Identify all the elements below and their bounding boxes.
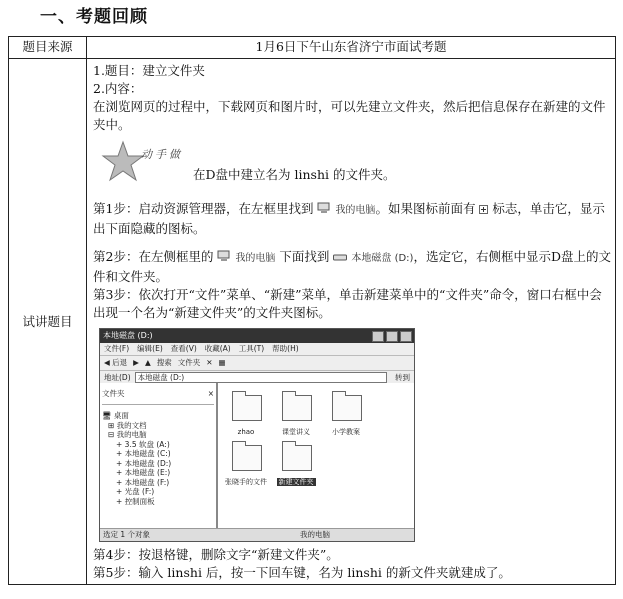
delete-icon[interactable]: ✕ — [206, 358, 213, 367]
step3: 第3步：依次打开“文件”菜单、“新建”菜单，单击新建菜单中的“文件夹”命令，窗口右框中会出现一个名为“新建文件夹”的文件夹图标。 — [93, 287, 602, 320]
new-folder-label[interactable]: 新建文件夹 — [278, 478, 314, 486]
file-pane — [218, 383, 414, 529]
menu-view[interactable]: 查看(V) — [170, 344, 197, 353]
my-computer-icon — [217, 249, 231, 267]
views-icon[interactable]: ▦ — [218, 358, 226, 367]
folder-icon[interactable] — [232, 445, 262, 471]
hard-disk-icon — [333, 249, 347, 267]
maximize-button[interactable] — [386, 331, 398, 342]
tree-item-mycomputer[interactable]: ⊟ 我的电脑 — [108, 430, 147, 439]
minimize-button[interactable] — [372, 331, 384, 342]
menu-edit[interactable]: 编辑(E) — [137, 344, 163, 353]
tree-item-drive-c[interactable]: + 本地磁盘 (C:) — [116, 449, 171, 458]
task-text: 在D盘中建立名为 linshi 的文件夹。 — [193, 167, 396, 182]
intro-text: 在浏览网页的过程中，下载网页和图片时，可以先建立文件夹，然后把信息保存在新建的文件夹中。 — [93, 99, 606, 132]
up-icon[interactable]: ▲ — [144, 358, 151, 367]
tree-header: 文件夹 — [102, 389, 125, 398]
forward-icon[interactable]: ▶ — [133, 358, 139, 367]
source-value: 1月6日下午山东省济宁市面试考题 — [87, 37, 616, 59]
dongshouzuo-text: 动手做 — [141, 148, 183, 161]
tree-item-floppy[interactable]: + 3.5 软盘 (A:) — [116, 439, 170, 449]
tree-item-drive-d[interactable]: + 本地磁盘 (D:) — [116, 458, 172, 468]
file-label: 小学教案 — [332, 428, 360, 436]
folder-icon[interactable] — [232, 395, 262, 421]
task-row — [101, 140, 611, 186]
my-computer-icon — [317, 201, 331, 219]
content-row — [9, 59, 616, 585]
file-label: 张晓手的文件 — [225, 478, 267, 486]
status-text: 选定 1 个对象 — [103, 530, 151, 539]
folder-icon[interactable] — [282, 395, 312, 421]
close-button[interactable] — [400, 331, 412, 342]
explorer-window — [99, 328, 415, 542]
step1: 第1步：启动资源管理器，在左框里找到 我的电脑。如果图标前面有 标志，单击它，显示出下面隐藏的图标。 — [93, 201, 605, 236]
source-label: 题目来源 — [9, 37, 87, 59]
back-button[interactable]: ◀ 后退 — [104, 358, 128, 367]
title-line: 1.题目：建立文件夹 — [93, 63, 205, 78]
menu-tools[interactable]: 工具(T) — [238, 344, 265, 353]
row-label: 试讲题目 — [9, 59, 87, 585]
window-title: 本地磁盘 (D:) — [103, 331, 153, 340]
tree-item-drive-e[interactable]: + 本地磁盘 (E:) — [116, 468, 171, 477]
status-location: 我的电脑 — [300, 530, 331, 539]
folder-icon[interactable] — [332, 395, 362, 421]
step4: 第4步：按退格键，删除文字“新建文件夹”。 — [93, 547, 339, 562]
folder-tree — [100, 383, 218, 529]
search-button[interactable]: 搜索 — [156, 358, 172, 367]
content-cell — [87, 59, 616, 585]
address-label: 地址(D) — [104, 372, 131, 382]
menu-favorites[interactable]: 收藏(A) — [204, 344, 231, 353]
expand-plus-icon — [479, 201, 488, 219]
file-label: zhao — [237, 428, 255, 436]
menu-help[interactable]: 帮助(H) — [272, 344, 299, 353]
file-label: 课堂讲义 — [282, 428, 310, 436]
question-table — [8, 36, 616, 585]
tree-item-drive-f[interactable]: + 本地磁盘 (F:) — [116, 477, 170, 487]
header-row — [9, 37, 616, 59]
section-title: 一、考题回顾 — [40, 7, 148, 27]
step2: 第2步：在左侧框里的 我的电脑 下面找到 本地磁盘 (D:)，选定它，右侧框中显示D盘上的文件和文件夹。 — [93, 249, 611, 284]
content-label: 2.内容： — [93, 81, 143, 96]
explorer-body — [100, 383, 414, 529]
folders-button[interactable]: 文件夹 — [177, 358, 201, 367]
tree-item-control-panel[interactable]: + 控制面板 — [116, 496, 155, 506]
tree-item-mydocs[interactable]: ⊞ 我的文档 — [108, 420, 147, 430]
dongshouzuo-logo — [101, 140, 189, 186]
tree-item-cdrom[interactable]: + 光盘 (F:) — [116, 487, 155, 496]
go-button[interactable]: 转到 — [395, 372, 410, 382]
status-bar — [100, 528, 414, 541]
star-icon — [101, 140, 145, 184]
new-folder-icon[interactable] — [282, 445, 312, 471]
close-pane-icon[interactable]: × — [207, 389, 214, 398]
tree-item-desktop[interactable]: 🖥 桌面 — [102, 411, 129, 420]
menu-file[interactable]: 文件(F) — [104, 344, 130, 353]
address-input[interactable]: 本地磁盘 (D:) — [135, 372, 387, 383]
step5: 第5步：输入 linshi 后，按一下回车键，名为 linshi 的新文件夹就建成了。 — [93, 565, 511, 580]
